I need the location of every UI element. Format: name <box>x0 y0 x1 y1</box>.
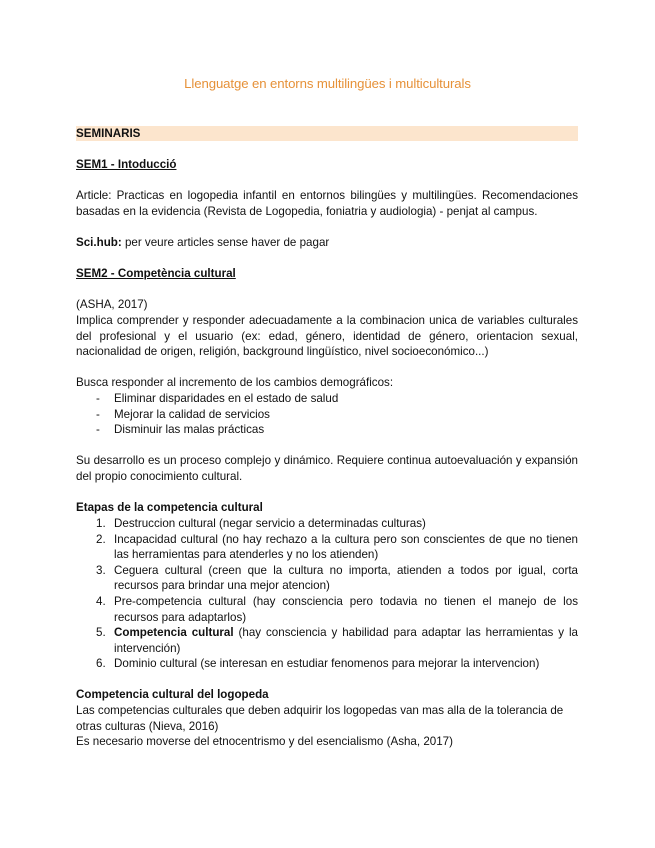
logopeda-paragraph-2: Es necesario moverse del etnocentrismo y del esencialismo (Asha, 2017) <box>76 735 453 748</box>
list-item: - Eliminar disparidades en el estado de salud <box>76 391 578 407</box>
sem1-heading: SEM1 - Intoducció <box>76 158 177 171</box>
sem2-heading: SEM2 - Competència cultural <box>76 267 236 280</box>
list-item <box>76 563 578 594</box>
list-item <box>76 594 578 625</box>
list-text: (hay consciencia y habilidad para adaptar las herramientas y la intervención) <box>114 626 578 655</box>
list-number: 4. <box>96 594 106 608</box>
list-text: Incapacidad cultural (no hay rechazo a la cultura pero son conscientes de que no tienen las herramientas para atenderles y no los atienden) <box>114 532 578 562</box>
list-item <box>76 656 578 672</box>
list-item <box>76 516 578 532</box>
busca-list-container <box>76 391 578 438</box>
list-number: 6. <box>96 657 106 671</box>
list-text: Pre-competencia cultural (hay consciencia pero todavia no tienen el manejo de los recursos para adaptarlos) <box>114 594 578 624</box>
busca-intro: Busca responder al incremento de los cambios demográficos: <box>76 376 394 389</box>
list-number: 5. <box>96 626 106 640</box>
document-title: Llenguatge en entorns multilingües i multiculturals <box>184 76 471 91</box>
section-label: SEMINARIS <box>76 127 141 140</box>
section-header-seminaris <box>76 126 578 141</box>
logopeda-heading: Competencia cultural del logopeda <box>76 688 269 701</box>
desarrollo-paragraph: Su desarrollo es un proceso complejo y dinámico. Requiere continua autoevaluación y expansión del propio conocimiento cultural. <box>76 454 578 483</box>
list-text: Destruccion cultural (negar servicio a determinadas culturas) <box>114 517 426 530</box>
etapas-heading: Etapas de la competencia cultural <box>76 501 263 514</box>
busca-list <box>76 391 578 438</box>
scihub-note <box>76 235 578 251</box>
list-item: - Mejorar la calidad de servicios <box>76 407 578 423</box>
list-text: Ceguera cultural (creen que la cultura no importa, atienden a todos por igual, corta recursos para brindar una mejor atencion) <box>114 563 578 593</box>
list-number: 2. <box>96 532 106 546</box>
list-item <box>76 625 578 656</box>
sem2-definition: Implica comprender y responder adecuadamente a la combinacion unica de variables culturales del profesional y el usuario (ex: edad, género, identidad de género, orientacion sexual, nacionalidad de origen, religión, background lingüístico, nivel socioeconómico...) <box>76 314 578 359</box>
list-bold-term: Competencia cultural <box>114 626 234 640</box>
list-text: Dominio cultural (se interesan en estudiar fenomenos para mejorar la intervencion) <box>114 657 540 671</box>
logopeda-paragraph-1: Las competencias culturales que deben adquirir los logopedas van mas alla de la tolerancia de otras culturas (Nieva, 2016) <box>76 704 564 733</box>
list-number: 3. <box>96 563 106 577</box>
sem1-article-paragraph: Article: Practicas en logopedia infantil en entornos bilingües y multilingües. Recomendaciones basadas en la evidencia (Revista de Logopedia, foniatria y audiologia) - penjat al campus. <box>76 189 578 218</box>
asha-citation: (ASHA, 2017) <box>76 298 148 311</box>
scihub-text: per veure articles sense haver de pagar <box>121 236 330 249</box>
etapas-list-container <box>76 516 578 672</box>
etapas-list <box>76 516 578 672</box>
list-item <box>76 532 578 563</box>
scihub-label: Sci.hub: <box>76 236 122 249</box>
list-number: 1. <box>96 517 106 530</box>
list-item: - Disminuir las malas prácticas <box>76 422 578 438</box>
